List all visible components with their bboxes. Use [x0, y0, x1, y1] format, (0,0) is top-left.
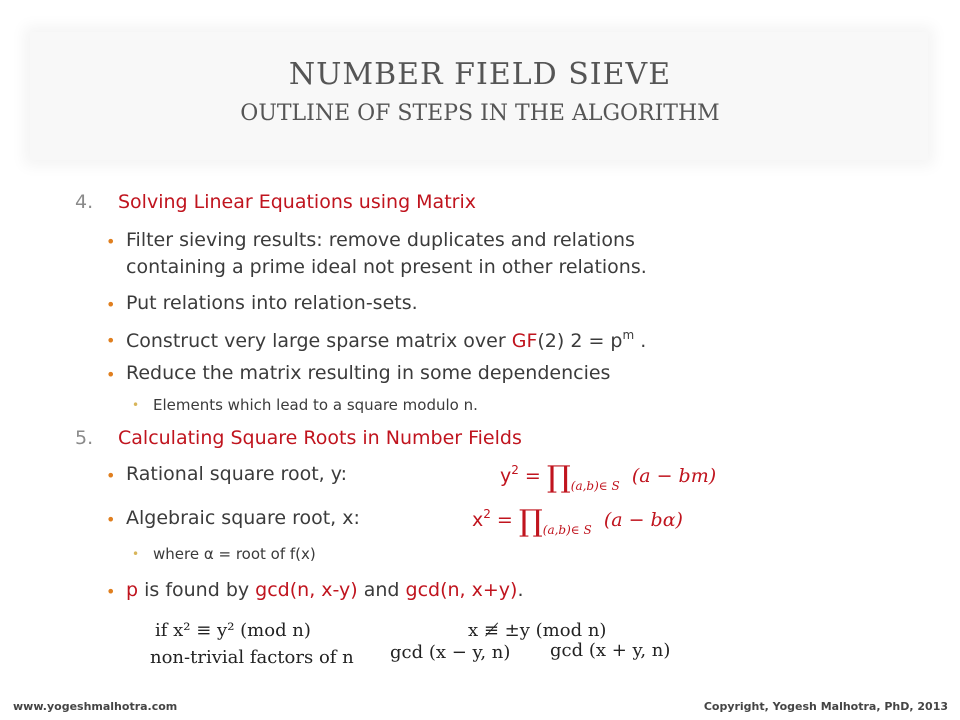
gf-exponent: m — [622, 328, 635, 342]
bullet-filter-line2: containing a prime ideal not present in other relations. — [126, 256, 647, 278]
rational-root-formula — [500, 460, 716, 495]
bullet-icon: • — [106, 365, 116, 384]
sparse-matrix-text: Construct very large sparse matrix over — [126, 330, 512, 352]
step-4-number: 4. — [75, 191, 94, 213]
algebraic-product-index: (a,b)∈ S — [542, 523, 592, 537]
formula-if-condition: if x² ≡ y² (mod n) — [155, 620, 311, 641]
algebraic-rhs: (a − bα) — [603, 509, 683, 531]
rational-root-label: Rational square root, y: — [126, 463, 347, 485]
rational-eq: = — [518, 465, 547, 487]
bullet-icon: • — [106, 232, 116, 251]
bullet-filter-line1: Filter sieving results: remove duplicates and relations — [126, 229, 635, 251]
formula-gcd-minus: gcd (x − y, n) — [390, 642, 511, 663]
gf-label: GF — [511, 330, 538, 352]
algebraic-root-formula — [472, 504, 683, 539]
rational-product-symbol: ∏ — [546, 460, 571, 495]
gcd-minus-text: gcd(n, x-y) — [255, 579, 358, 601]
slide-title: NUMBER FIELD SIEVE — [288, 57, 672, 92]
algebraic-lhs: x — [472, 509, 484, 531]
rational-sup: 2 — [511, 463, 519, 477]
rational-product-index: (a,b)∈ S — [570, 479, 620, 493]
sub-bullet-icon: • — [132, 398, 140, 412]
bullet-p-found — [126, 579, 524, 601]
bullet-relation-sets: Put relations into relation-sets. — [126, 292, 418, 314]
bullet-icon: • — [106, 331, 116, 350]
footer-website: www.yogeshmalhotra.com — [13, 700, 178, 713]
gf-end: . — [634, 330, 647, 352]
algebraic-root-label: Algebraic square root, x: — [126, 507, 360, 529]
gf-value: (2) 2 = p — [537, 330, 623, 352]
bullet-icon: • — [106, 582, 116, 601]
p-and-text: and — [357, 579, 406, 601]
p-variable: p — [126, 579, 139, 601]
sub-bullet-square-modulo: Elements which lead to a square modulo n. — [153, 396, 478, 414]
formula-nontrivial-factors: non-trivial factors of n — [150, 647, 354, 668]
step-4-heading: Solving Linear Equations using Matrix — [118, 191, 476, 213]
bullet-icon: • — [106, 466, 116, 485]
sub-bullet-icon: • — [132, 547, 140, 561]
bullet-sparse-matrix — [126, 328, 646, 352]
bullet-icon: • — [106, 510, 116, 529]
formula-gcd-plus: gcd (x + y, n) — [550, 640, 671, 661]
p-end-text: . — [517, 579, 524, 601]
formula-not-condition: x ≢ ±y (mod n) — [468, 620, 607, 641]
rational-rhs: (a − bm) — [631, 465, 717, 487]
rational-lhs: y — [500, 465, 512, 487]
slide-subtitle: OUTLINE OF STEPS IN THE ALGORITHM — [240, 101, 720, 126]
gcd-plus-text: gcd(n, x+y) — [405, 579, 518, 601]
bullet-icon: • — [106, 295, 116, 314]
bullet-reduce-matrix: Reduce the matrix resulting in some dependencies — [126, 362, 611, 384]
sub-bullet-alpha-root: where α = root of f(x) — [153, 545, 316, 563]
algebraic-eq: = — [490, 509, 519, 531]
footer-copyright: Copyright, Yogesh Malhotra, PhD, 2013 — [703, 700, 948, 713]
p-found-text: is found by — [138, 579, 256, 601]
algebraic-sup: 2 — [483, 507, 491, 521]
step-5-number: 5. — [75, 427, 94, 449]
algebraic-product-symbol: ∏ — [518, 504, 543, 539]
step-5-heading: Calculating Square Roots in Number Fields — [118, 427, 522, 449]
